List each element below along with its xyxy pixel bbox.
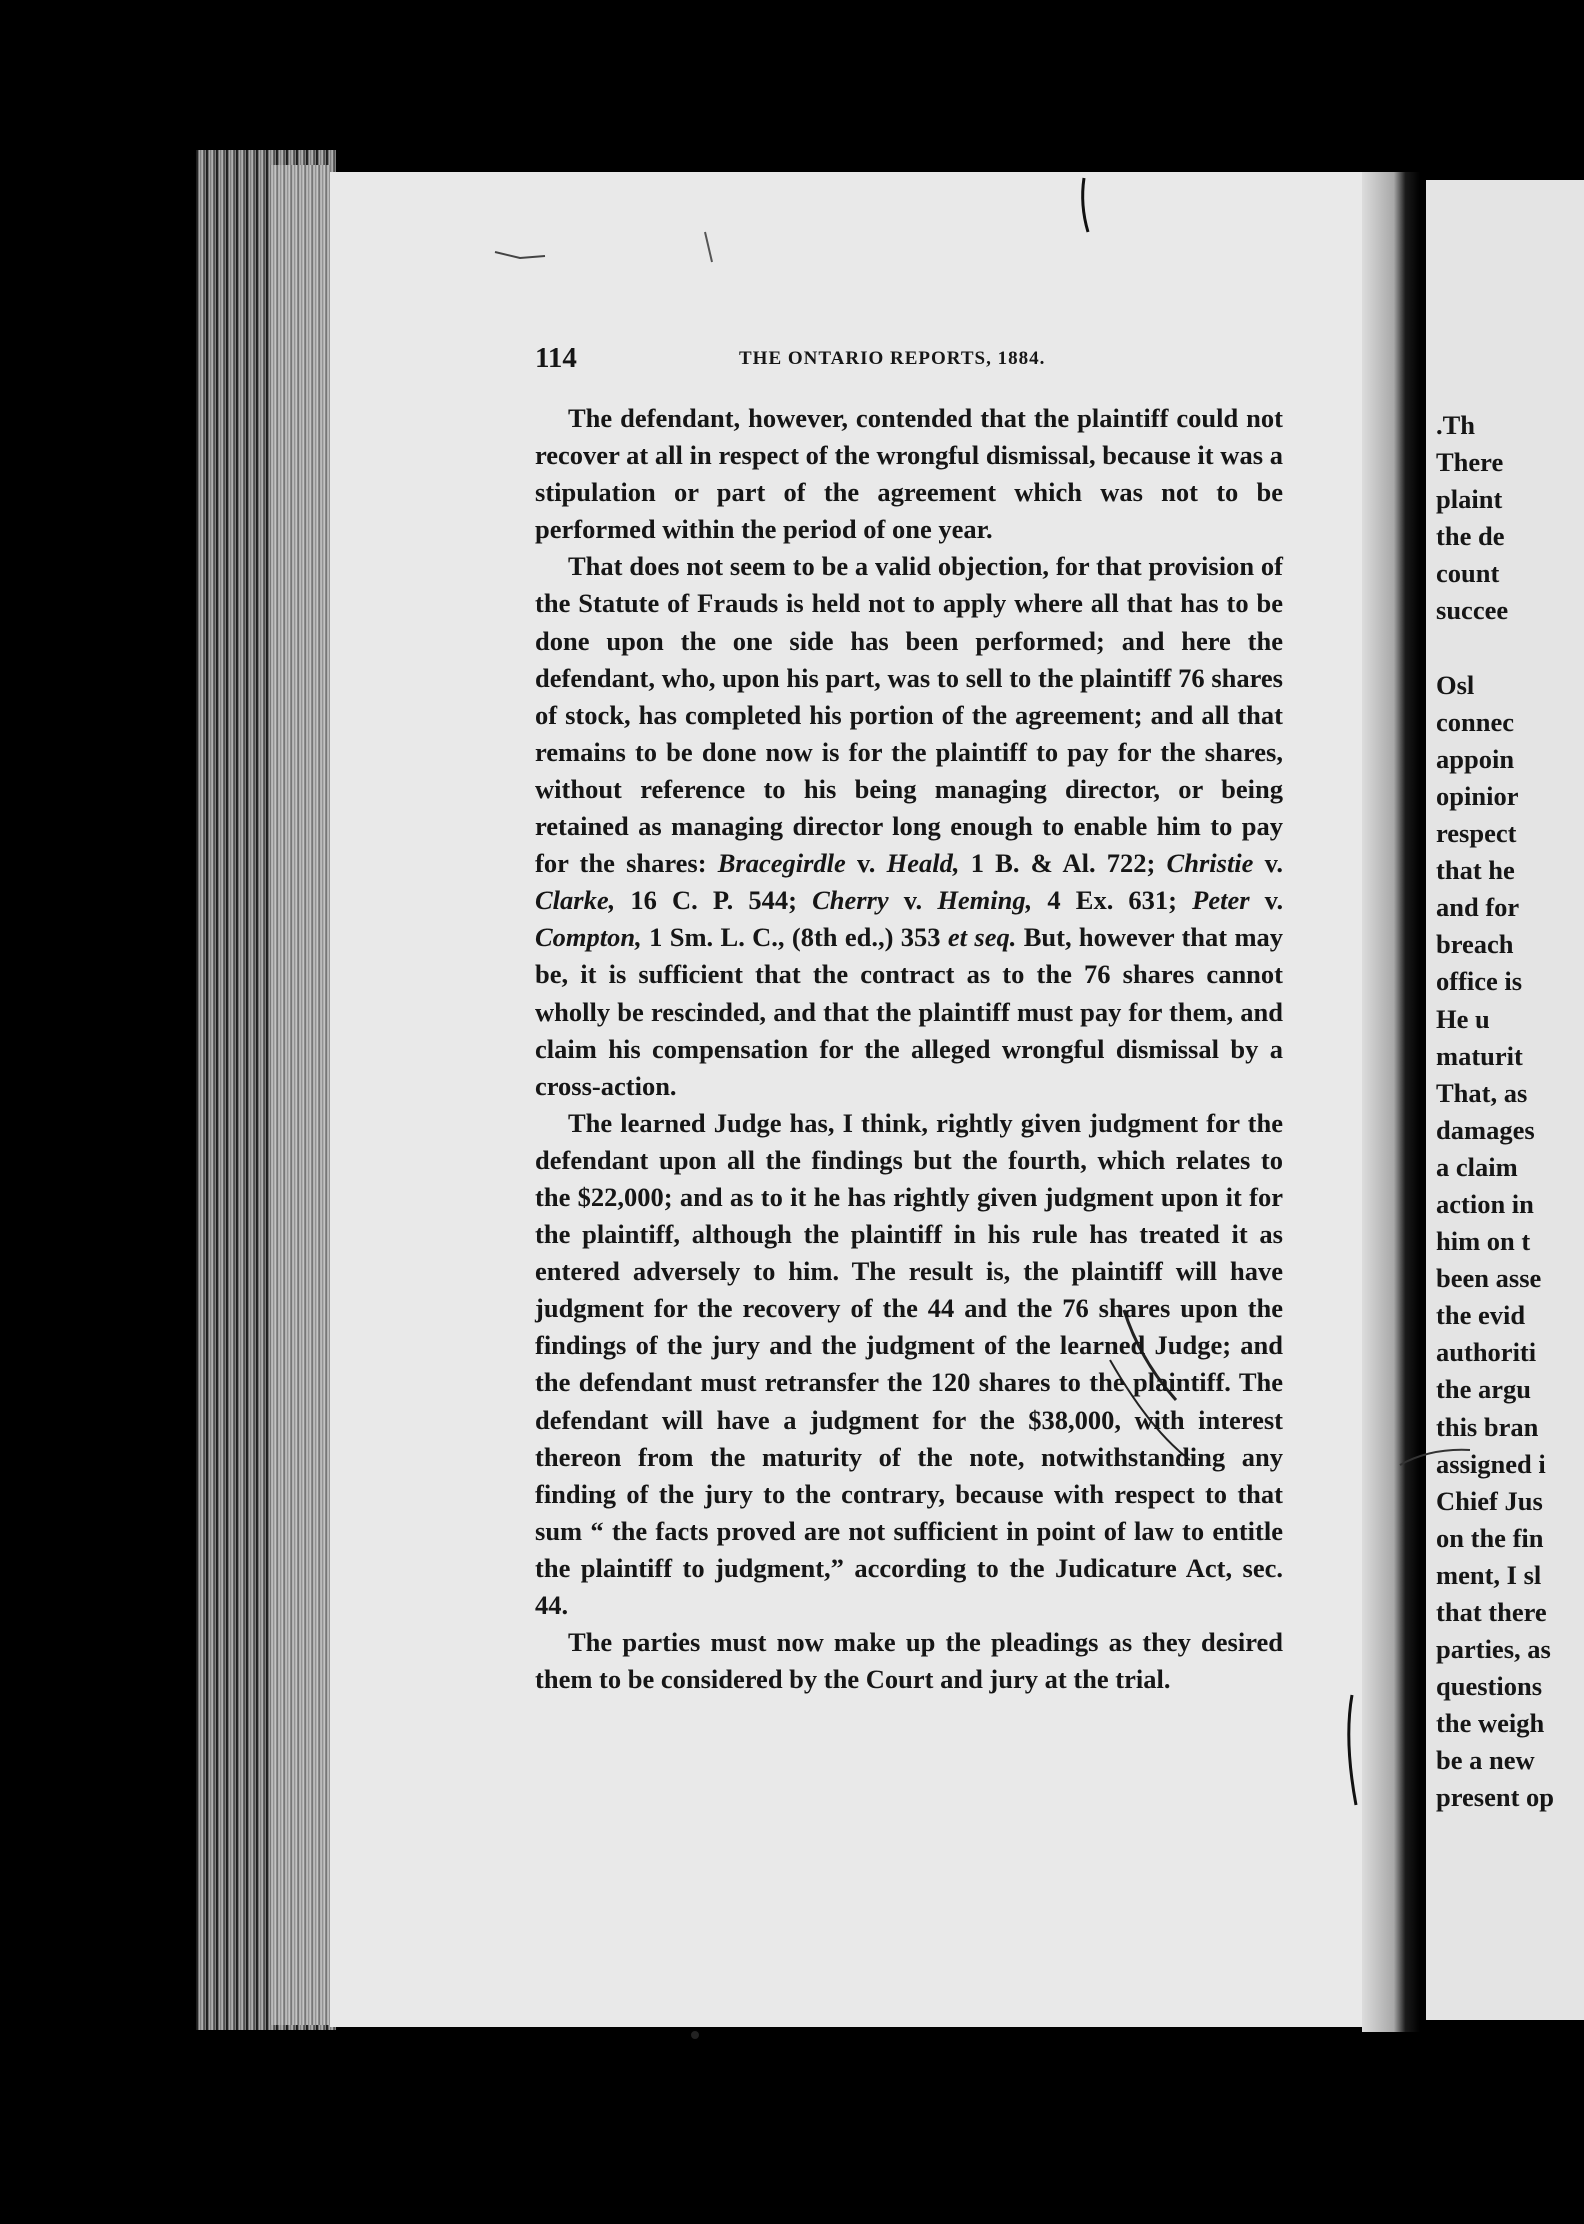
facing-page-line: breach (1436, 929, 1514, 960)
facing-page-line: Chief Jus (1436, 1485, 1543, 1516)
facing-page-line: succee (1436, 595, 1509, 626)
facing-page-line: been asse (1436, 1263, 1542, 1294)
facing-page-line: action in (1436, 1188, 1534, 1219)
facing-page-line: questions (1436, 1671, 1543, 1702)
facing-page-line: Osl (1436, 669, 1475, 700)
facing-page-line: There (1436, 447, 1504, 478)
et-seq: et seq. (947, 922, 1017, 953)
case-name: Clarke, (535, 885, 616, 916)
facing-page-text (1436, 407, 1584, 1817)
facing-page-line: appoin (1436, 743, 1515, 774)
facing-page-line: the evid (1436, 1300, 1526, 1331)
book-gutter (1362, 172, 1420, 2032)
facing-page-line: present op (1436, 1782, 1555, 1813)
facing-page-line: that there (1436, 1597, 1547, 1627)
paragraph-2-text: That does not seem to be a valid objection, for that provision of the Statute of Frauds is held not to apply where all that has to be done upon the one side has been performed; and here the defendant, who, upon his part, was to sell to the plaintiff 76 shares of stock, has completed his portion of the agreement; and all that remains to be done now is for the plaintiff to pay for the shares, without reference to his being managing director, or being retained as managing director long enough to enable him to pay for the shares: (535, 551, 1283, 879)
facing-page-line: He u (1436, 1003, 1490, 1034)
facing-page-line: that he (1436, 855, 1515, 886)
paragraph-3: The learned Judge has, I think, rightly given judgment for the defendant upon all the findings but the fourth, which relates to the $22,000; and as to it he has rightly given judgment upon it for the plaintiff, although the plaintiff in his rule has treated it as entered adversely to him. The result is, the plaintiff will have judgment for the recovery of the 44 and the 76 shares upon the findings of the jury and the judgment of the learned Judge; and the defendant must retransfer the 120 shares to the plaintiff. The defendant will have a judgment for the $38,000, with interest thereon from the maturity of the note, notwithstanding any finding of the jury to the contrary, because with respect to that sum “ the facts proved are not sufficient in point of law to entitle the plaintiff to judgment,” according to the Judicature Act, sec. 44. (535, 1107, 1283, 1620)
facing-page-line: respect (1436, 818, 1517, 849)
case-versus: v. (1264, 848, 1284, 879)
facing-page-line: count (1436, 558, 1500, 589)
facing-page-line: opinior (1436, 780, 1519, 811)
paragraph-2 (535, 548, 1283, 1104)
running-title: THE ONTARIO REPORTS, 1884. (739, 348, 1046, 369)
body-text (535, 400, 1283, 1698)
facing-page-line: the argu (1436, 1374, 1531, 1405)
case-versus: v. (1264, 885, 1284, 916)
case-name: Peter (1192, 885, 1250, 916)
facing-page-line: office is (1436, 966, 1523, 997)
case-name: Compton, (535, 922, 642, 953)
paragraph-4: The parties must now make up the pleadings as they desired them to be considered by the Court and jury at the trial. (535, 1627, 1283, 1695)
facing-page-line: That, as (1436, 1077, 1528, 1108)
case-citation: 1 Sm. L. C., (8th ed.,) 353 (649, 922, 941, 953)
case-citation: 16 C. P. 544; (630, 885, 797, 916)
facing-page-line: on the fin (1436, 1522, 1544, 1553)
facing-page-line: damages (1436, 1114, 1535, 1145)
case-name: Christie (1166, 848, 1254, 879)
case-versus: v. (857, 848, 876, 879)
facing-page-line: ment, I sl (1436, 1559, 1542, 1590)
facing-page-line: a claim (1436, 1151, 1518, 1182)
case-citation: 1 B. & Al. 722; (970, 848, 1156, 879)
facing-page-line: the weigh (1436, 1708, 1545, 1739)
paragraph-1: The defendant, however, contended that the plaintiff could not recover at all in respect of the wrongful dismissal, because it was a stipulation or part of the agreement which was not to be performed within the period of one year. (535, 403, 1283, 545)
running-head (535, 342, 1095, 382)
facing-page-line: .Th (1436, 410, 1476, 440)
facing-page-line: him on t (1436, 1226, 1531, 1257)
page-edges-inner (270, 165, 330, 2025)
facing-page-line: connec (1436, 706, 1515, 737)
case-name: Heming, (937, 885, 1033, 916)
facing-page-line (1436, 630, 1584, 667)
facing-page-line: assigned i (1436, 1448, 1546, 1479)
facing-page-line: and for (1436, 892, 1520, 923)
facing-page-line: the de (1436, 521, 1505, 552)
facing-page-line: parties, as (1436, 1634, 1551, 1665)
facing-page-line: be a new (1436, 1745, 1535, 1776)
facing-page-line: maturit (1436, 1040, 1523, 1071)
case-name: Heald, (886, 848, 960, 879)
case-versus: v. (903, 885, 923, 916)
facing-page-line: authoriti (1436, 1337, 1537, 1368)
case-name: Cherry (812, 885, 889, 916)
facing-page-line: plaint (1436, 484, 1503, 515)
case-name: Bracegirdle (717, 848, 846, 879)
page-number: 114 (535, 342, 577, 374)
paragraph-2-continuation: But, however that may be, it is sufficient that the contract as to the 76 shares cannot wholly be rescinded, and that the plaintiff must pay for them, and claim his compensation for the alleged wrongful dismissal by a cross-action. (535, 922, 1284, 1101)
facing-page-line: this bran (1436, 1411, 1539, 1442)
case-citation: 4 Ex. 631; (1047, 885, 1178, 916)
